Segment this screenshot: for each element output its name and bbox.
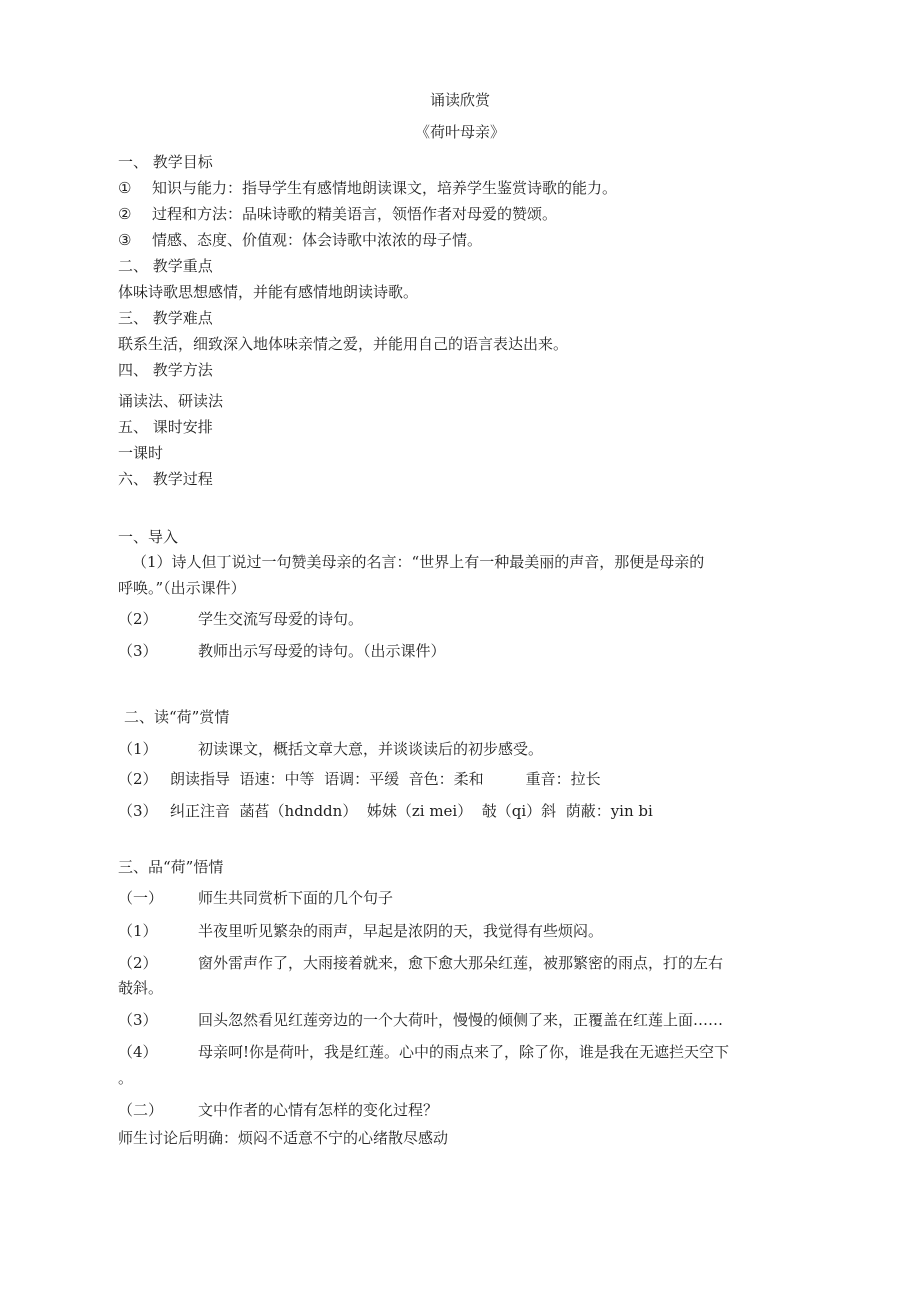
item-marker: （3） [118,642,158,660]
intro-item-line: 呼唤。”（出示课件） [118,579,246,597]
item-text: 窗外雷声作了，大雨接着就来，愈下愈大那朵红莲，被那繁密的雨点，打的左右 [198,954,724,972]
sentence-item-continuation: 。 [118,1069,134,1087]
item-marker: （二） [118,1101,164,1119]
item-text: 纠正注音 菡萏（hdnddn） 姊妹（zi mei） 攲（qi）斜 荫蔽：yin bi [170,802,653,820]
difficulties-text: 联系生活，细致深入地体味亲情之爱，并能用自己的语言表达出来。 [118,335,569,353]
sentence-item [118,953,723,973]
item-text: 母亲呵!你是荷叶，我是红莲。心中的雨点来了，除了你，谁是我在无遮拦天空下 [198,1043,730,1061]
section-heading-difficulties: 三、 教学难点 [118,309,213,327]
objective-item [118,178,617,198]
appreciate-subsection [118,1100,438,1120]
item-text: 朗读指导 语速：中等 语调：平缓 音色：柔和 [170,770,484,788]
section-heading-methods: 四、 教学方法 [118,361,213,379]
item-text: 半夜里听见繁杂的雨声，早起是浓阴的天，我觉得有些烦闷。 [198,922,604,940]
section-heading-key-points: 二、 教学重点 [118,257,213,275]
sentence-item-continuation: 攲斜。 [118,979,164,997]
section-heading-objectives: 一、 教学目标 [118,153,213,171]
section-heading-schedule: 五、 课时安排 [118,418,213,436]
sentence-item [118,921,603,941]
appreciate-subsection [118,888,393,908]
item-text: 教师出示写母爱的诗句。（出示课件） [198,642,446,660]
item-text: 过程和方法：品味诗歌的精美语言，领悟作者对母爱的赞颂。 [152,205,558,223]
item-marker: （一） [118,889,164,907]
item-text: 文中作者的心情有怎样的变化过程？ [198,1101,439,1119]
item-marker: （2） [118,610,158,628]
process-heading-appreciate: 三、品“荷”悟情 [118,858,224,876]
read-item [118,769,601,789]
intro-item [118,641,446,661]
item-text: 初读课文，概括文章大意，并谈谈读后的初步感受。 [198,740,544,758]
section-heading-process: 六、 教学过程 [118,470,213,488]
doc-title: 诵读欣赏 [429,91,490,109]
item-text: 情感、态度、价值观：体会诗歌中浓浓的母子情。 [152,231,483,249]
read-item [118,739,543,759]
item-text: 学生交流写母爱的诗句。 [198,610,364,628]
item-marker: （2） [118,770,158,788]
item-marker: ③ [118,231,132,249]
item-marker: （1） [118,740,158,758]
item-marker: （3） [118,802,158,820]
intro-item-line: （1）诗人但丁说过一句赞美母亲的名言：“世界上有一种最美丽的声音，那便是母亲的 [132,553,705,571]
key-points-text: 体味诗歌思想感情，并能有感情地朗读诗歌。 [118,283,419,301]
item-marker: （1） [118,922,158,940]
item-text: 知识与能力：指导学生有感情地朗读课文，培养学生鉴赏诗歌的能力。 [152,179,618,197]
objective-item [118,230,482,250]
intro-item [118,609,363,629]
item-marker: ② [118,205,132,223]
objective-item [118,204,557,224]
item-marker: （4） [118,1043,158,1061]
schedule-text: 一课时 [118,444,164,462]
sentence-item [118,1042,729,1062]
process-heading-read: 二、读“荷”赏情 [124,708,230,726]
item-marker: （2） [118,954,158,972]
sentence-item [118,1010,723,1030]
item-extra: 重音：拉长 [525,770,601,788]
process-heading-intro: 一、导入 [118,528,179,546]
doc-subtitle: 《荷叶母亲》 [414,123,505,141]
item-marker: （3） [118,1011,158,1029]
read-item [118,801,653,821]
discussion-conclusion: 师生讨论后明确：烦闷不适意不宁的心绪散尽感动 [118,1129,449,1147]
methods-text: 诵读法、研读法 [118,392,224,410]
item-text: 回头忽然看见红莲旁边的一个大荷叶，慢慢的倾侧了来，正覆盖在红莲上面…… [198,1011,724,1029]
item-marker: ① [118,179,132,197]
item-text: 师生共同赏析下面的几个句子 [198,889,394,907]
